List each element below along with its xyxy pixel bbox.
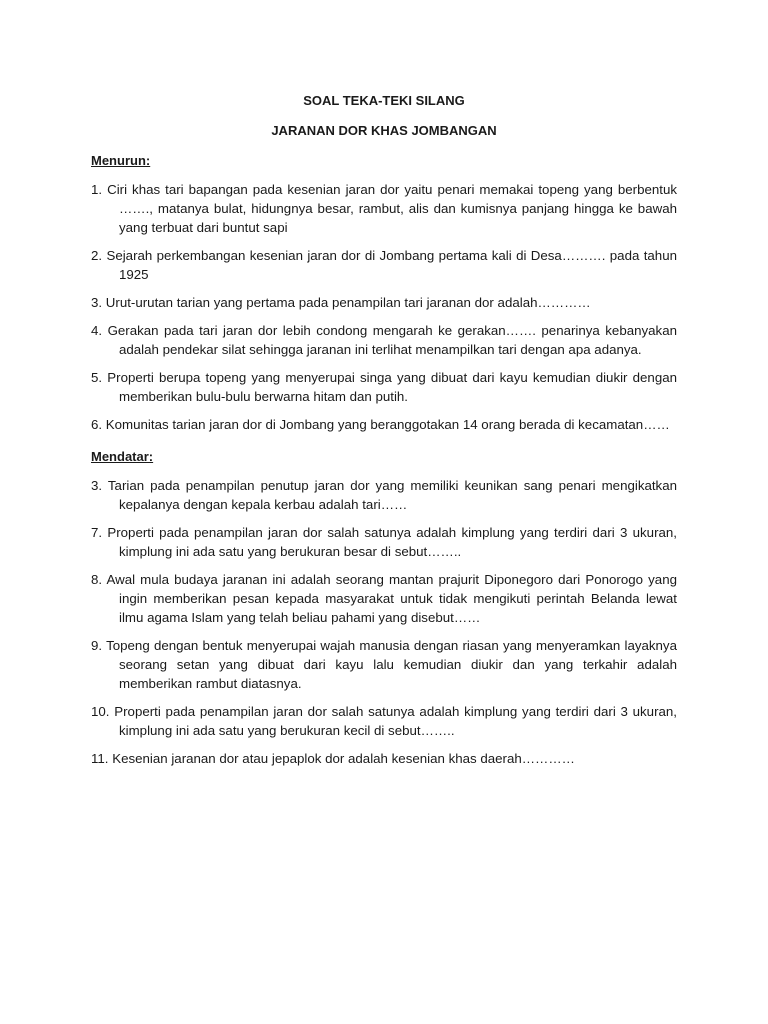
- question-number: 10.: [91, 704, 110, 719]
- document-title: SOAL TEKA-TEKI SILANG: [303, 93, 465, 108]
- list-item: [91, 368, 677, 406]
- list-item: [91, 523, 677, 561]
- list-item: [91, 246, 677, 284]
- section-heading-menurun: Menurun:: [91, 153, 151, 168]
- question-number: 2.: [91, 248, 103, 263]
- mendatar-list: [91, 476, 677, 768]
- question-number: 11.: [91, 751, 109, 766]
- question-text: Gerakan pada tari jaran dor lebih condong mengarah ke gerakan……. penarinya kebanyakan adalah pendekar silat sehingga jaranan ini terlihat menampilkan tari dengan apa adanya.: [107, 323, 677, 357]
- list-item: [91, 415, 677, 434]
- question-text: Properti berupa topeng yang menyerupai singa yang dibuat dari kayu kemudian diukir dengan memberikan bulu-bulu berwarna hitam dan putih.: [107, 370, 678, 404]
- question-number: 3.: [91, 478, 103, 493]
- question-text: Ciri khas tari bapangan pada kesenian jaran dor yaitu penari memakai topeng yang berbentuk ……., matanya bulat, hidungnya besar, rambut, alis dan kumisnya panjang hingga ke bawah yang terbuat dari buntut sapi: [107, 182, 677, 235]
- question-number: 6.: [91, 417, 103, 432]
- section-heading-mendatar: Mendatar:: [91, 449, 154, 464]
- question-text: Urut-urutan tarian yang pertama pada penampilan tari jaranan dor adalah…………: [105, 295, 591, 310]
- question-text: Topeng dengan bentuk menyerupai wajah manusia dengan riasan yang menyeramkan layaknya seorang setan yang dibuat dari kayu lalu kemudian diukir dan yang terkahir adalah memberikan rambut diatasnya.: [106, 638, 677, 691]
- list-item: [91, 321, 677, 359]
- menurun-list: [91, 180, 677, 434]
- question-text: Awal mula budaya jaranan ini adalah seorang mantan prajurit Diponegoro dari Ponorogo yang ingin memberikan pesan kepada masyarakat untuk tidak mengikuti perintah Belanda lewat ilmu agama Islam yang telah beliau pahami yang disebut……: [106, 572, 677, 625]
- question-text: Kesenian jaranan dor atau jepaplok dor adalah kesenian khas daerah…………: [112, 751, 575, 766]
- question-number: 1.: [91, 182, 103, 197]
- list-item: [91, 293, 677, 312]
- question-text: Properti pada penampilan jaran dor salah satunya adalah kimplung yang terdiri dari 3 ukuran, kimplung ini ada satu yang berukuran kecil di sebut……..: [114, 704, 677, 738]
- question-number: 4.: [91, 323, 103, 338]
- list-item: [91, 570, 677, 627]
- list-item: [91, 702, 677, 740]
- list-item: [91, 749, 677, 768]
- question-number: 8.: [91, 572, 103, 587]
- question-number: 3.: [91, 295, 103, 310]
- list-item: [91, 180, 677, 237]
- list-item: [91, 636, 677, 693]
- question-text: Tarian pada penampilan penutup jaran dor yang memiliki keunikan sang penari mengikatkan kepalanya dengan kepala kerbau adalah tari……: [107, 478, 677, 512]
- document-subtitle: JARANAN DOR KHAS JOMBANGAN: [271, 123, 497, 138]
- question-number: 7.: [91, 525, 103, 540]
- list-item: [91, 476, 677, 514]
- question-number: 9.: [91, 638, 103, 653]
- question-text: Properti pada penampilan jaran dor salah satunya adalah kimplung yang terdiri dari 3 ukuran, kimplung ini ada satu yang berukuran besar di sebut……..: [107, 525, 677, 559]
- question-text: Komunitas tarian jaran dor di Jombang yang beranggotakan 14 orang berada di kecamatan……: [105, 417, 670, 432]
- question-text: Sejarah perkembangan kesenian jaran dor di Jombang pertama kali di Desa………. pada tahun 1925: [106, 248, 677, 282]
- question-number: 5.: [91, 370, 103, 385]
